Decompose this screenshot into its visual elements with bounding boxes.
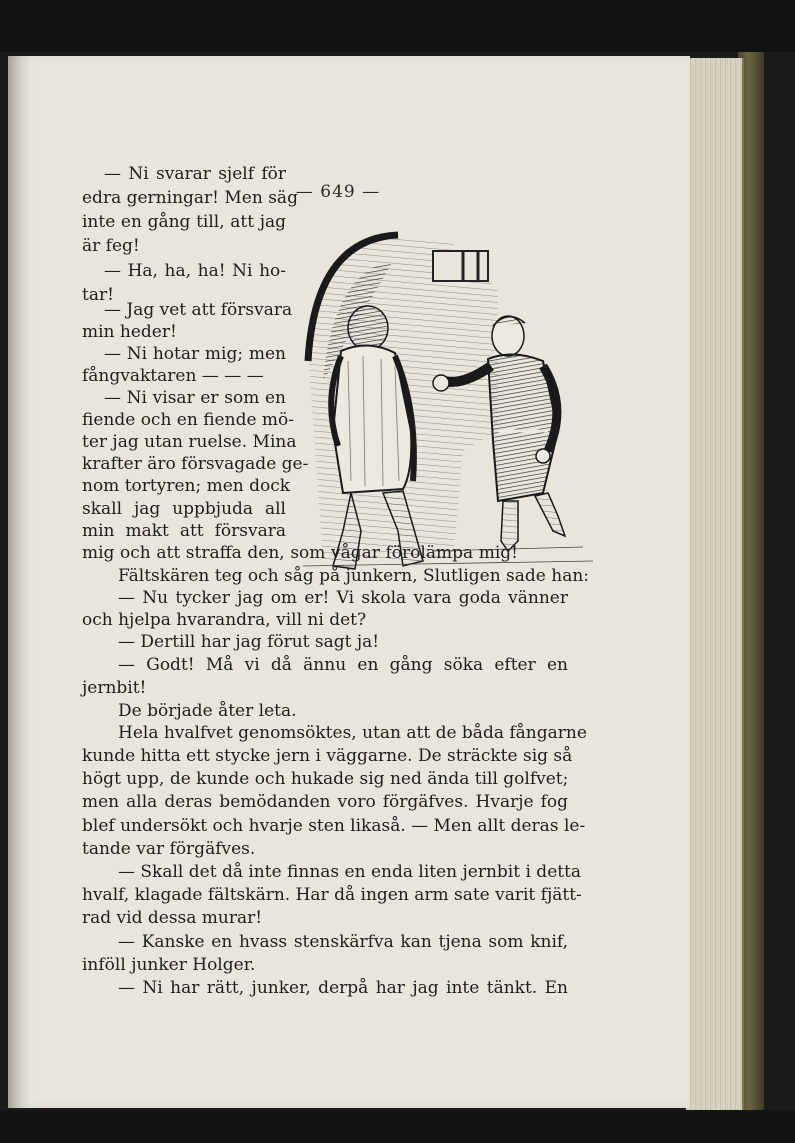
- text-line: högt upp, de kunde och hukade sig ned ända till golfvet;: [82, 769, 569, 789]
- text-line: jernbit!: [82, 678, 147, 698]
- text-line: — Skall det då inte finnas en enda liten jernbit i detta: [118, 862, 582, 882]
- text-line: blef undersökt och hvarje sten likaså. — Men allt deras le-: [82, 816, 586, 836]
- text-line: min heder!: [82, 322, 177, 342]
- text-line: — Ni har rätt, junker, derpå har jag inte tänkt. En: [118, 978, 568, 998]
- book-cover-bottom: [0, 1110, 795, 1143]
- text-line: krafter äro försvagade ge-: [82, 454, 309, 474]
- text-line: — Jag vet att försvara: [104, 300, 293, 320]
- text-line: — Dertill har jag förut sagt ja!: [118, 632, 380, 652]
- text-line: inföll junker Holger.: [82, 955, 256, 975]
- text-line: fiende och en fiende mö-: [82, 410, 295, 430]
- text-line: — Ha, ha, ha! Ni ho-: [104, 261, 286, 281]
- page-number: — 649 —: [295, 182, 381, 202]
- text-line: tar!: [82, 285, 114, 305]
- text-line: är feg!: [82, 236, 140, 256]
- text-line: skall jag uppbjuda all: [82, 499, 286, 519]
- text-line: — Nu tycker jag om er! Vi skola vara goda vänner: [118, 588, 568, 608]
- text-line: — Ni svarar sjelf för: [104, 164, 286, 184]
- text-line: — Ni visar er som en: [104, 388, 286, 408]
- text-line: men alla deras bemödanden voro förgäfves. Hvarje fog: [82, 792, 568, 812]
- book-cover-top: [0, 0, 795, 52]
- text-line: De började åter leta.: [118, 701, 297, 721]
- text-line: fångvaktaren — — —: [82, 366, 264, 386]
- prisoners-illustration: [303, 231, 593, 581]
- text-line: nom tortyren; men dock: [82, 476, 291, 496]
- text-line: inte en gång till, att jag: [82, 212, 286, 232]
- text-line: ter jag utan ruelse. Mina: [82, 432, 297, 452]
- text-line: — Ni hotar mig; men: [104, 344, 286, 364]
- text-line: Hela hvalfvet genomsöktes, utan att de båda fångarne: [118, 723, 587, 743]
- text-line: mig och att straffa den, som vågar förolämpa mig!: [82, 543, 518, 563]
- text-line: och hjelpa hvarandra, vill ni det?: [82, 610, 367, 630]
- text-line: rad vid dessa murar!: [82, 908, 263, 928]
- text-line: edra gerningar! Men säg: [82, 188, 298, 208]
- text-line: — Kanske en hvass stenskärfva kan tjena som knif,: [118, 932, 568, 952]
- page-edges: [686, 58, 744, 1110]
- book-page: [8, 56, 690, 1108]
- text-line: kunde hitta ett stycke jern i väggarne. De sträckte sig så: [82, 746, 573, 766]
- text-line: — Godt! Må vi då ännu en gång söka efter en: [118, 655, 568, 675]
- text-line: Fältskären teg och såg på junkern, Slutligen sade han:: [118, 566, 590, 586]
- text-line: min makt att försvara: [82, 521, 286, 541]
- text-line: tande var förgäfves.: [82, 839, 256, 859]
- text-line: hvalf, klagade fältskärn. Har då ingen arm sate varit fjätt-: [82, 885, 582, 905]
